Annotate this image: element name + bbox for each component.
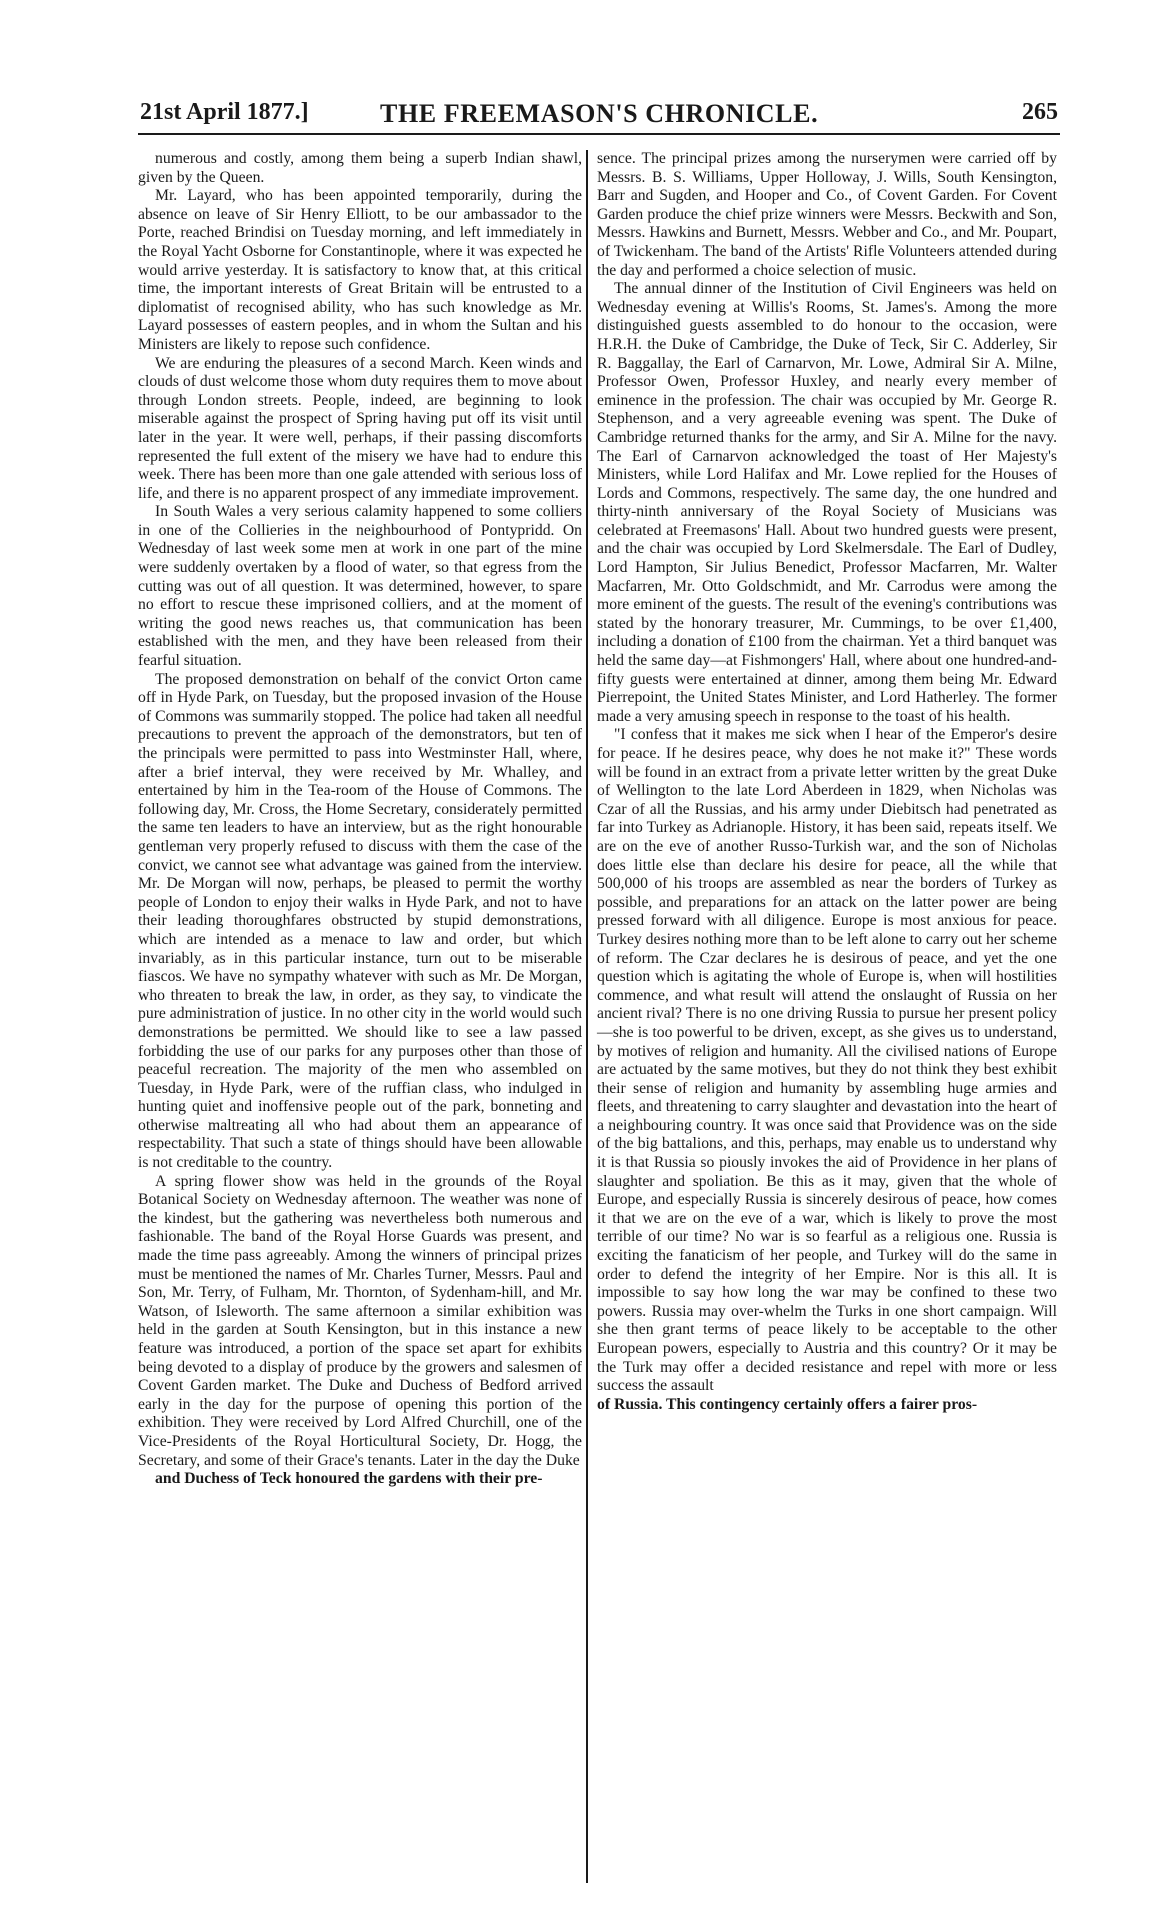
right-column: [597, 150, 1057, 1414]
paragraph: The annual dinner of the Institution of Civil Engineers was held on Wednesday evening at Willis's Rooms, St. James's. Among the more distinguished guests assembled to do honour to the occasion, were H.R.H. the Duke of Cambridge, the Duke of Teck, Sir C. Adderley, Sir R. Baggallay, the Earl of Carnarvon, Mr. Lowe, Admiral Sir A. Milne, Professor Owen, Professor Huxley, and nearly every member of eminence in the profession. The chair was occupied by Mr. George R. Stephenson, and a very agreeable evening was spent. The Duke of Cambridge returned thanks for the army, and Sir A. Milne for the navy. The Earl of Carnarvon acknowledged the toast of Her Majesty's Ministers, while Lord Halifax and Mr. Lowe replied for the Houses of Lords and Commons, respectively. The same day, the one hundred and thirty-ninth anniversary of the Royal Society of Musicians was celebrated at Freemasons' Hall. About two hundred guests were present, and the chair was occupied by Lord Skelmersdale. The Earl of Dudley, Lord Hampton, Sir Julius Benedict, Professor Macfarren, Mr. Walter Macfarren, Mr. Otto Goldschmidt, and Mr. Carrodus were among the more eminent of the guests. The result of the evening's contributions was stated by the honorary treasurer, Mr. Cummings, to be over £1,400, including a donation of £100 from the chairman. Yet a third banquet was held the same day—at Fishmongers' Hall, where about one hundred-and-fifty guests were entertained at dinner, among them being Mr. Edward Pierrepoint, the United States Minister, and Lord Hatherley. The former made a very amusing speech in response to the toast of his health.: [597, 280, 1057, 725]
column-divider: [586, 150, 588, 1883]
paragraph: We are enduring the pleasures of a second March. Keen winds and clouds of dust welcome those whom duty requires them to move about through London streets. People, indeed, are beginning to look miserable against the prospect of Spring having put off its visit until later in the year. It were well, perhaps, if their passing discomforts represented the full extent of the misery we have had to endure this week. There has been more than one gale attended with serious loss of life, and there is no apparent prospect of any immediate improvement.: [138, 354, 582, 502]
paragraph: "I confess that it makes me sick when I hear of the Emperor's desire for peace. If he desires peace, why does he not make it?" These words will be found in an extract from a private letter written by the great Duke of Wellington to the late Lord Aberdeen in 1829, when Nicholas was Czar of all the Russias, and his army under Diebitsch had penetrated as far into Turkey as Adrianople. History, it has been said, repeats itself. We are on the eve of another Russo-Turkish war, and the son of Nicholas does little else than declare his desire for peace, all the while that 500,000 of his troops are assembled as near the borders of Turkey as possible, and preparations for an attack on the latter power are being pressed forward with all diligence. Europe is most anxious for peace. Turkey desires nothing more than to be left alone to carry out her scheme of reform. The Czar declares he is desirous of peace, and yet the one question which is agitating the whole of Europe is, when will hostilities commence, and what result will attend the onslaught of Russia on her ancient rival? There is no one driving Russia to pursue her present policy—she is too powerful to be driven, except, as she gives us to understand, by motives of religion and humanity. All the civilised nations of Europe are actuated by the same motives, but they do not think they best exhibit their sense of religion and humanity by assembling huge armies and fleets, and threatening to carry slaughter and devastation into the heart of a neighbouring country. It was once said that Providence was on the side of the big battalions, and this, perhaps, may enable us to understand why it is that Russia so piously invokes the aid of Providence in her plans of slaughter and spoliation. Be this as it may, given that the whole of Europe, and especially Russia is sincerely desirous of peace, how comes it that we are on the eve of a war, which is likely to prove the most terrible of our time? No war is so fearful as a religious one. Russia is exciting the fanaticism of her people, and Turkey will do the same in order to defend the integrity of her Empire. Nor is this all. It is impossible to say how long the war may be confined to these two powers. Russia may over-whelm the Turks in one short campaign. Will she then grant terms of peace likely to be acceptable to the other European powers, especially to Austria and this country? Or it may be the Turk may offer a decided resistance and repel with more or less success the assault: [597, 726, 1057, 1395]
paragraph: sence. The principal prizes among the nurserymen were carried off by Messrs. B. S. Williams, Upper Holloway, J. Wills, South Kensington, Barr and Sugden, and Hooper and Co., of Covent Garden. For Covent Garden produce the chief prize winners were Messrs. Beckwith and Son, Messrs. Hawkins and Burnett, Messrs. Webber and Co., and Mr. Poupart, of Twickenham. The band of the Artists' Rifle Volunteers attended during the day and performed a choice selection of music.: [597, 150, 1057, 279]
left-column: [138, 150, 582, 1489]
paragraph: and Duchess of Teck honoured the gardens with their pre-: [155, 1470, 543, 1488]
issue-date: 21st April 1877.]: [140, 99, 309, 125]
page-number: 265: [1022, 99, 1058, 125]
publication-title: THE FREEMASON'S CHRONICLE.: [380, 99, 819, 128]
masthead: [138, 97, 1060, 135]
paragraph: numerous and costly, among them being a superb Indian shawl, given by the Queen.: [138, 150, 582, 186]
paragraph: In South Wales a very serious calamity happened to some colliers in one of the Collieries in the neighbourhood of Pontypridd. On Wednesday of last week some men at work in one part of the mine were suddenly overtaken by a flood of water, so that egress from the cutting was out of all question. It was determined, however, to spare no effort to rescue these imprisoned colliers, and at the moment of writing the good news reaches us, that communication has been established with the men, and they have been released from their fearful situation.: [138, 503, 582, 670]
paragraph: Mr. Layard, who has been appointed temporarily, during the absence on leave of Sir Henry Elliott, to be our ambassador to the Porte, reached Brindisi on Tuesday morning, and left immediately in the Royal Yacht Osborne for Constantinople, where it was expected he would arrive yesterday. It is satisfactory to know that, at this critical time, the important interests of Great Britain will be entrusted to a diplomatist of recognised ability, who has such knowledge as Mr. Layard possesses of eastern peoples, and in whom the Sultan and his Ministers are likely to repose such confidence.: [138, 187, 582, 353]
paragraph: A spring flower show was held in the grounds of the Royal Botanical Society on Wednesday afternoon. The weather was none of the kindest, but the gathering was nevertheless both numerous and fashionable. The band of the Royal Horse Guards was present, and made the time pass agreeably. Among the winners of principal prizes must be mentioned the names of Mr. Charles Turner, Messrs. Paul and Son, Mr. Terry, of Fulham, Mr. Thornton, of Sydenham-hill, and Mr. Watson, of Isleworth. The same afternoon a similar exhibition was held in the garden at South Kensington, but in this instance a new feature was introduced, a portion of the space set apart for exhibits being devoted to a display of produce by the growers and salesmen of Covent Garden market. The Duke and Duchess of Bedford arrived early in the day for the purpose of opening this portion of the exhibition. They were received by Lord Alfred Churchill, one of the Vice-Presidents of the Royal Horticultural Society, Dr. Hogg, the Secretary, and some of their Grace's tenants. Later in the day the Duke: [138, 1172, 582, 1469]
paragraph: of Russia. This contingency certainly offers a fairer pros-: [597, 1395, 978, 1413]
paragraph: The proposed demonstration on behalf of the convict Orton came off in Hyde Park, on Tuesday, but the proposed invasion of the House of Commons was summarily stopped. The police had taken all needful precautions to prevent the approach of the demonstrators, but ten of the principals were permitted to pass into Westminster Hall, where, after a brief interval, they were received by Mr. Whalley, and entertained by him in the Tea-room of the House of Commons. The following day, Mr. Cross, the Home Secretary, considerately permitted the same ten leaders to have an interview, but as the right honourable gentleman very properly refused to discuss with them the case of the convict, we cannot see what advantage was gained from the interview. Mr. De Morgan will now, perhaps, be pleased to permit the worthy people of London to enjoy their walks in Hyde Park, and not to have their leading thoroughfares obstructed by stupid demonstrations, which are intended as a menace to law and order, but which invariably, as in this particular instance, turn out to be miserable fiascos. We have no sympathy whatever with such as Mr. De Morgan, who threaten to break the law, in order, as they say, to vindicate the pure administration of justice. In no other city in the world would such demonstrations be permitted. We should like to see a law passed forbidding the use of our parks for any purposes other than those of peaceful recreation. The majority of the men who assembled on Tuesday, in Hyde Park, were of the ruffian class, who indulged in hunting quiet and inoffensive people out of the park, bonneting and otherwise maltreating all who had about them an appearance of respectability. That such a state of things should have been allowable is not creditable to the country.: [138, 670, 582, 1172]
